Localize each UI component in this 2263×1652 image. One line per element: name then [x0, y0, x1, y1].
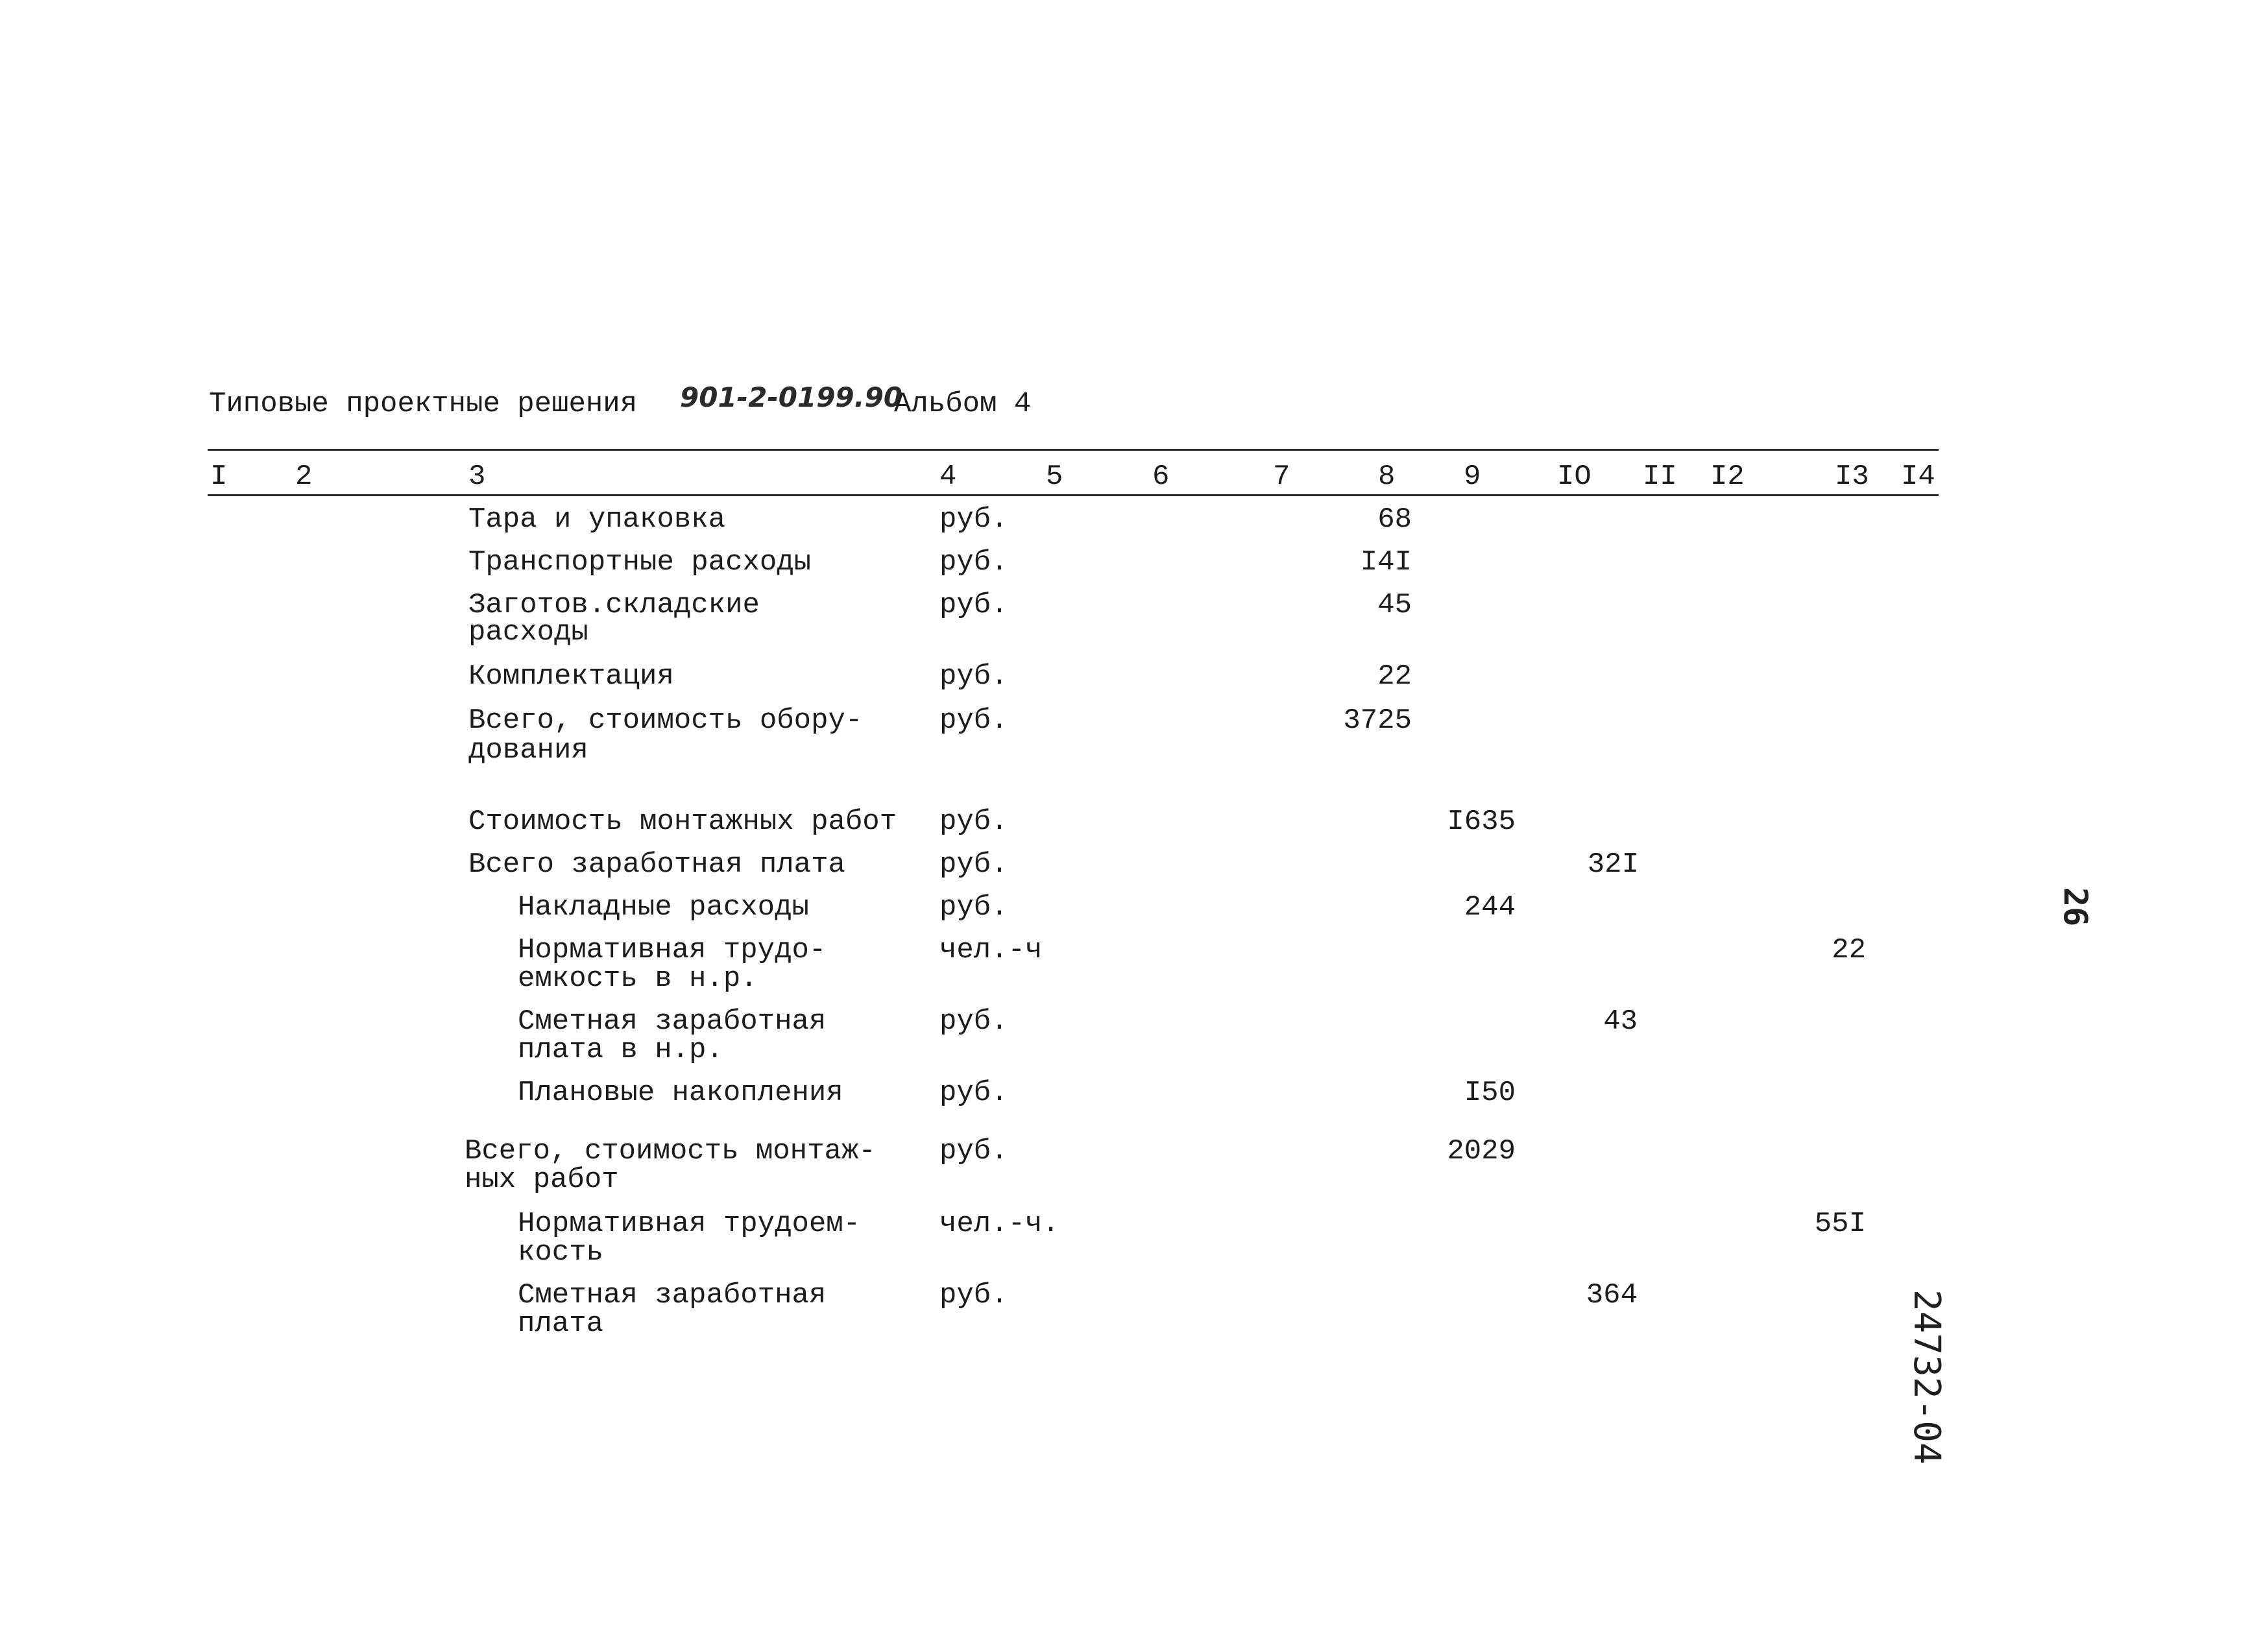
- column-header: I: [210, 461, 228, 493]
- row-label: Всего, стоимость монтаж-: [465, 1135, 876, 1167]
- column-header: 9: [1464, 461, 1481, 493]
- row-label: Всего заработная плата: [468, 848, 845, 881]
- row-label: Сметная заработная: [518, 1279, 827, 1311]
- row-unit: чел.-ч: [939, 934, 1043, 966]
- row-value: I50: [1464, 1077, 1516, 1109]
- column-header: II: [1643, 461, 1677, 493]
- row-label-continued: емкость в н.р.: [518, 963, 758, 995]
- column-header: 4: [939, 461, 957, 493]
- row-label-continued: ных работ: [465, 1164, 619, 1196]
- row-label: Плановые накопления: [518, 1077, 843, 1109]
- row-value: I635: [1447, 806, 1516, 838]
- row-value: 3725: [1343, 704, 1412, 737]
- row-value: 45: [1377, 589, 1412, 621]
- row-unit: руб.: [939, 1279, 1008, 1311]
- row-label: Нормативная трудоем-: [518, 1208, 861, 1240]
- row-label: Заготов.складские: [468, 589, 760, 621]
- row-value: 22: [1832, 934, 1866, 966]
- row-value: 2029: [1447, 1135, 1516, 1167]
- row-unit: руб.: [939, 589, 1008, 621]
- row-unit: чел.-ч.: [939, 1208, 1059, 1240]
- row-unit: руб.: [939, 704, 1008, 737]
- row-label-continued: плата в н.р.: [518, 1034, 723, 1066]
- table-top-rule: [208, 449, 1939, 451]
- row-unit: руб.: [939, 660, 1008, 693]
- column-header: 5: [1046, 461, 1063, 493]
- row-label-continued: плата: [518, 1308, 604, 1340]
- row-value: 32I: [1587, 848, 1639, 881]
- row-value: 22: [1377, 660, 1412, 693]
- column-header: 6: [1152, 461, 1170, 493]
- column-header: 2: [295, 461, 313, 493]
- row-unit: руб.: [939, 891, 1008, 924]
- album-label: Альбом 4: [894, 388, 1032, 420]
- column-header: 3: [468, 461, 486, 493]
- row-label-continued: дования: [468, 734, 588, 767]
- row-label: Всего, стоимость обору-: [468, 704, 863, 737]
- row-unit: руб.: [939, 806, 1008, 838]
- row-label: Стоимость монтажных работ: [468, 806, 897, 838]
- page-number: 26: [2057, 887, 2094, 927]
- row-unit: руб.: [939, 848, 1008, 881]
- row-label: Транспортные расходы: [468, 546, 812, 579]
- row-label: Накладные расходы: [518, 891, 809, 924]
- row-value: 244: [1464, 891, 1516, 924]
- column-header: I3: [1835, 461, 1869, 493]
- column-header: I4: [1901, 461, 1935, 493]
- row-label: Комплектация: [468, 660, 674, 693]
- column-header: IO: [1557, 461, 1591, 493]
- inventory-number: 24732-04: [1906, 1289, 1948, 1465]
- table-header-rule: [208, 494, 1939, 496]
- column-header: 7: [1273, 461, 1290, 493]
- column-header: 8: [1378, 461, 1396, 493]
- row-unit: руб.: [939, 546, 1008, 579]
- row-value: I4I: [1360, 546, 1412, 579]
- row-value: 43: [1603, 1005, 1638, 1038]
- column-header: I2: [1710, 461, 1745, 493]
- row-label: Нормативная трудо-: [518, 934, 827, 966]
- project-code: 901-2-0199.90: [680, 381, 903, 413]
- row-value: 68: [1377, 503, 1412, 536]
- document-title: Типовые проектные решения: [209, 388, 638, 420]
- row-value: 364: [1586, 1279, 1638, 1311]
- row-unit: руб.: [939, 1135, 1008, 1167]
- row-unit: руб.: [939, 1077, 1008, 1109]
- row-label: Сметная заработная: [518, 1005, 827, 1038]
- row-unit: руб.: [939, 1005, 1008, 1038]
- row-value: 55I: [1814, 1208, 1866, 1240]
- row-unit: руб.: [939, 503, 1008, 536]
- row-label: Тара и упаковка: [468, 503, 726, 536]
- row-label-continued: расходы: [468, 616, 588, 649]
- row-label-continued: кость: [518, 1236, 604, 1269]
